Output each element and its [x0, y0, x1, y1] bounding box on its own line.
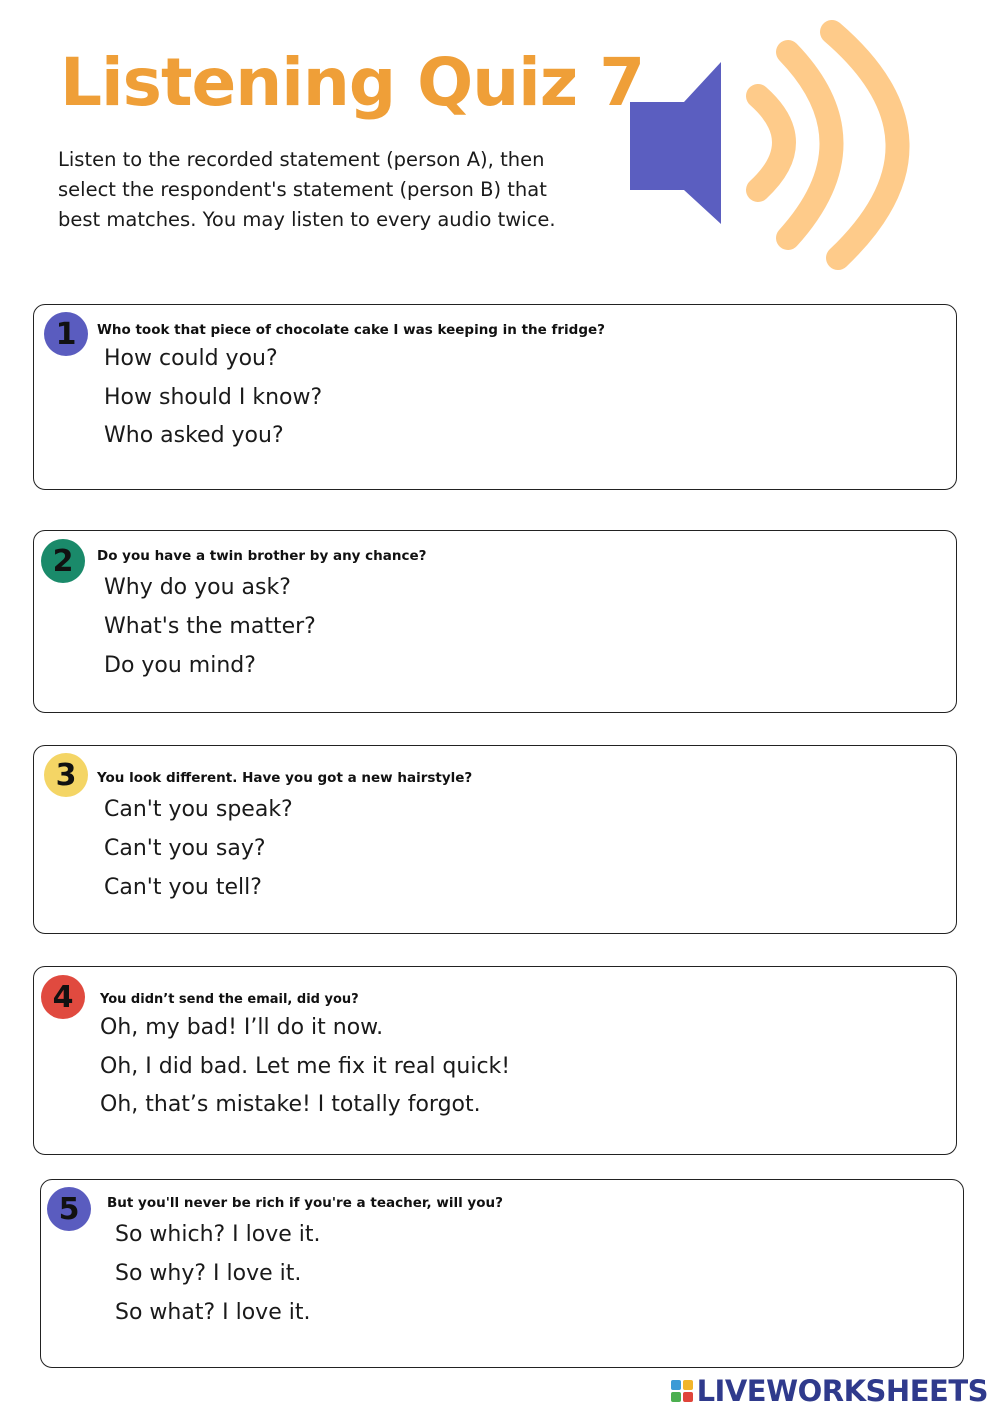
liveworksheets-logo[interactable] [671, 1374, 988, 1408]
question-prompt-3: You look different. Have you got a new hairstyle? [97, 770, 473, 786]
answer-option-4a[interactable]: Oh, my bad! I’ll do it now. [100, 1015, 384, 1040]
answer-option-3a[interactable]: Can't you speak? [104, 797, 293, 822]
answer-option-3b[interactable]: Can't you say? [104, 836, 266, 861]
answer-option-5b[interactable]: So why? I love it. [115, 1261, 302, 1286]
question-number-badge-1: 1 [44, 312, 88, 356]
liveworksheets-logo-icon [671, 1380, 693, 1402]
answer-option-2c[interactable]: Do you mind? [104, 653, 256, 678]
answer-option-4c[interactable]: Oh, that’s mistake! I totally forgot. [100, 1092, 481, 1117]
answer-option-5a[interactable]: So which? I love it. [115, 1222, 321, 1247]
answer-option-4b[interactable]: Oh, I did bad. Let me fix it real quick! [100, 1054, 511, 1079]
answer-option-5c[interactable]: So what? I love it. [115, 1300, 311, 1325]
liveworksheets-logo-text: LIVEWORKSHEETS [696, 1374, 988, 1408]
answer-option-2a[interactable]: Why do you ask? [104, 575, 291, 600]
question-number-badge-3: 3 [44, 753, 88, 797]
question-number-badge-2: 2 [41, 539, 85, 583]
question-prompt-1: Who took that piece of chocolate cake I was keeping in the fridge? [97, 322, 605, 338]
question-number-badge-5: 5 [47, 1187, 91, 1231]
answer-option-3c[interactable]: Can't you tell? [104, 875, 262, 900]
answer-option-1b[interactable]: How should I know? [104, 385, 323, 410]
question-prompt-2: Do you have a twin brother by any chance? [97, 548, 427, 564]
question-number-badge-4: 4 [41, 975, 85, 1019]
speaker-body [630, 62, 721, 224]
question-prompt-5: But you'll never be rich if you're a teacher, will you? [107, 1195, 503, 1211]
speaker-icon[interactable] [620, 10, 930, 280]
page-title: Listening Quiz 7 [60, 44, 645, 121]
sound-wave-small [758, 96, 784, 190]
answer-option-2b[interactable]: What's the matter? [104, 614, 316, 639]
answer-option-1c[interactable]: Who asked you? [104, 423, 284, 448]
instructions-text: Listen to the recorded statement (person A), then select the respondent's statement (person B) that best matches. You may listen to every audio twice. [58, 148, 556, 231]
answer-option-1a[interactable]: How could you? [104, 346, 278, 371]
question-prompt-4: You didn’t send the email, did you? [100, 992, 359, 1007]
